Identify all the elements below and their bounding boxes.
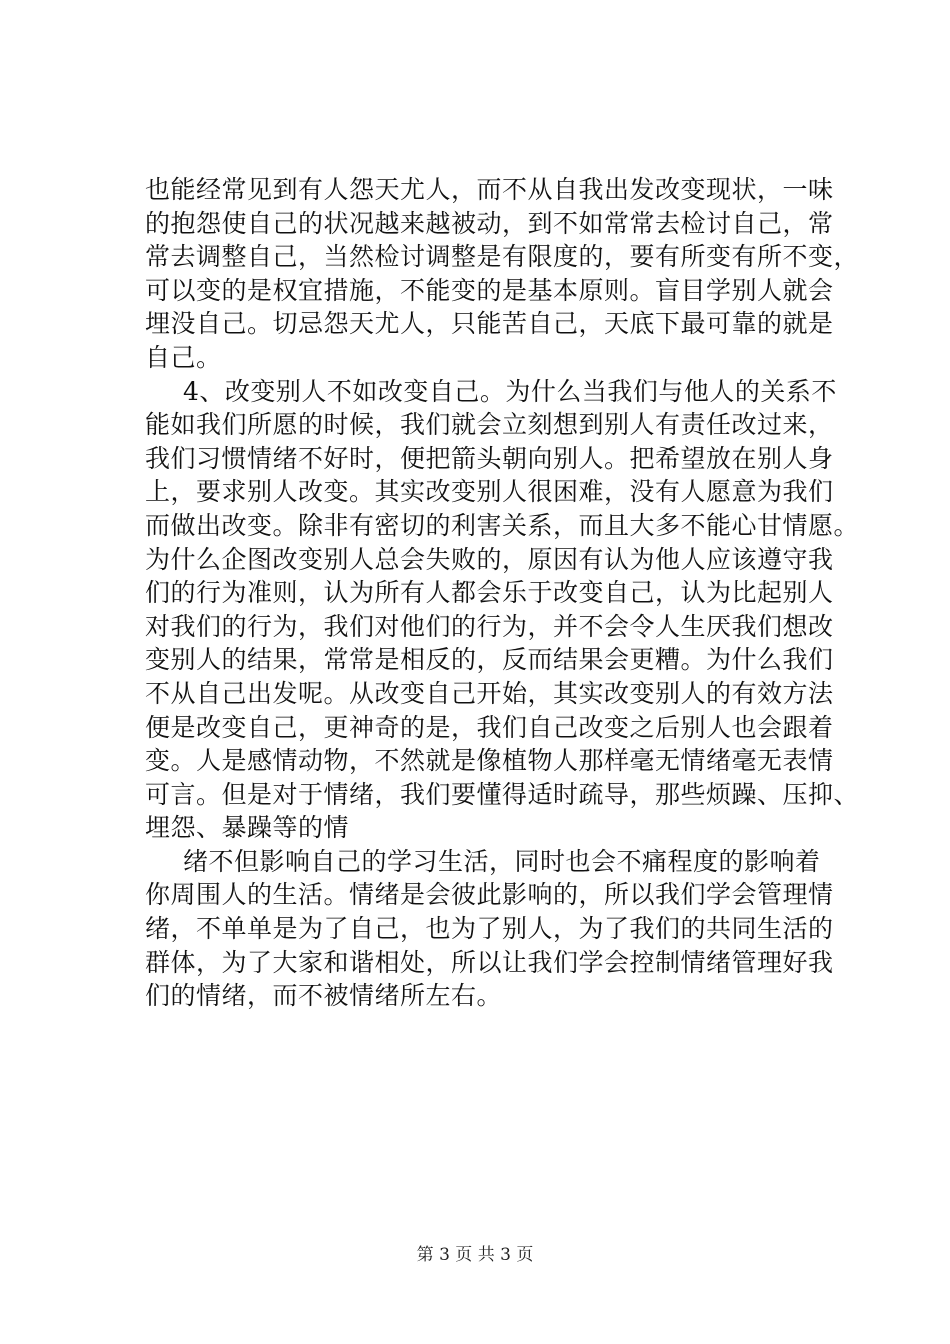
body-text — [145, 173, 860, 1013]
text-line: 便是改变自己，更神奇的是，我们自己改变之后别人也会跟着 — [145, 712, 834, 742]
text-line: 埋怨、暴躁等的情 — [145, 813, 350, 843]
text-line: 可言。但是对于情绪，我们要懂得适时疏导，那些烦躁、压抑、 — [145, 779, 860, 809]
text-line: 而做出改变。除非有密切的利害关系，而且大多不能心甘情愿。 — [145, 510, 860, 540]
page-footer — [0, 1243, 950, 1267]
text-line: 的抱怨使自己的状况越来越被动，到不如常常去检讨自己，常 — [145, 208, 834, 238]
text-line: 你周围人的生活。情绪是会彼此影响的，所以我们学会管理情 — [145, 880, 834, 910]
text-line: 变别人的结果，常常是相反的，反而结果会更糟。为什么我们 — [145, 645, 834, 675]
text-line: 我们习惯情绪不好时，便把箭头朝向别人。把希望放在别人身 — [145, 443, 834, 473]
text-line: 可以变的是权宜措施，不能变的是基本原则。盲目学别人就会 — [145, 275, 834, 305]
text-line: 们的情绪，而不被情绪所左右。 — [145, 981, 503, 1011]
text-line: 绪，不单单是为了自己，也为了别人，为了我们的共同生活的 — [145, 914, 834, 944]
text-line: 群体，为了大家和谐相处，所以让我们学会控制情绪管理好我 — [145, 947, 834, 977]
text-line: 为什么企图改变别人总会失败的，原因有认为他人应该遵守我 — [145, 544, 834, 574]
text-line: 上，要求别人改变。其实改变别人很困难，没有人愿意为我们 — [145, 477, 834, 507]
text-line: 绪不但影响自己的学习生活，同时也会不痛程度的影响着 — [183, 846, 821, 876]
text-line: 变。人是感情动物，不然就是像植物人那样毫无情绪毫无表情 — [145, 746, 834, 776]
text-line: 自己。 — [145, 342, 222, 372]
text-line: 也能经常见到有人怨天尤人，而不从自我出发改变现状，一味 — [145, 175, 834, 204]
page-number-label: 第 3 页 共 3 页 — [416, 1245, 534, 1265]
text-line: 4、改变别人不如改变自己。为什么当我们与他人的关系不 — [183, 376, 837, 406]
text-line: 对我们的行为，我们对他们的行为，并不会令人生厌我们想改 — [145, 611, 834, 641]
text-line: 常去调整自己，当然检讨调整是有限度的，要有所变有所不变， — [145, 242, 860, 272]
text-line: 不从自己出发呢。从改变自己开始，其实改变别人的有效方法 — [145, 678, 834, 708]
text-line: 能如我们所愿的时候，我们就会立刻想到别人有责任改过来， — [145, 410, 834, 440]
text-line: 们的行为准则，认为所有人都会乐于改变自己，认为比起别人 — [145, 578, 834, 608]
text-line: 埋没自己。切忌怨天尤人，只能苦自己，天底下最可靠的就是 — [145, 309, 834, 339]
